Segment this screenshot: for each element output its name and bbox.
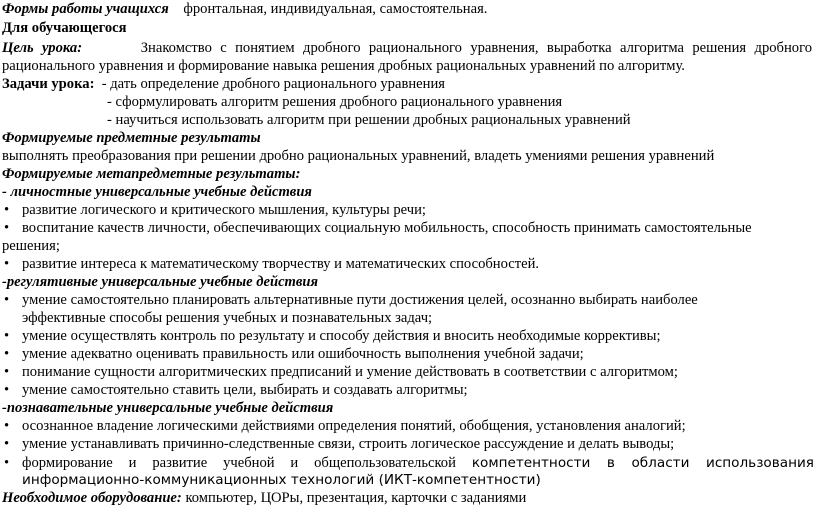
bullet-icon: • — [4, 202, 10, 218]
task-item: - научиться использовать алгоритм при решении дробных рациональных уравнений — [107, 112, 631, 128]
goal-label: Цель урока: — [2, 40, 83, 56]
bullet-icon: • — [4, 364, 10, 380]
list-item-text: осознанное владение логическими действиями определения понятий, обобщения, установления аналогий; — [22, 418, 686, 434]
bullet-icon: • — [4, 346, 10, 362]
goal-line-1 — [2, 39, 812, 57]
list-item-text-part: компетентности в области использования — [471, 455, 814, 471]
subject-results-text: выполнять преобразования при решении дробно рациональных уравнений, владеть умениями решения уравнений — [2, 148, 715, 164]
tasks-label: Задачи урока: — [2, 76, 95, 92]
cognitive-heading: -познавательные универсальные учебные действия — [2, 400, 334, 416]
goal-line-2: рационального уравнения и формирование навыка решения дробных рациональных уравнений по алгоритму. — [2, 58, 685, 74]
bullet-icon: • — [4, 292, 10, 308]
forms-label: Формы работы учащихся — [2, 1, 169, 17]
personal-heading: - личностные универсальные учебные действия — [2, 184, 312, 200]
equipment-line — [2, 489, 526, 507]
bullet-icon: • — [4, 328, 10, 344]
forms-value: фронтальная, индивидуальная, самостоятельная. — [183, 1, 488, 17]
bullet-icon: • — [4, 256, 10, 272]
task-item: - дать определение дробного рационального уравнения — [101, 76, 445, 92]
list-item-continuation: эффективные способы решения учебных и познавательных задач; — [22, 310, 433, 326]
equipment-value: компьютер, ЦОРы, презентация, карточки с заданиями — [185, 490, 527, 506]
list-item-text: развитие логического и критического мышления, культуры речи; — [22, 202, 426, 218]
bullet-icon: • — [4, 418, 10, 434]
bullet-icon: • — [4, 455, 10, 471]
list-item-continuation: информационно-коммуникационных технологий (ИКТ-компетентности) — [22, 472, 541, 488]
bullet-icon: • — [4, 436, 10, 452]
list-item-text-part: формирование и развитие учебной и общепользовательской — [22, 455, 456, 471]
list-item-text: умение адекватно оценивать правильность или ошибочность выполнения учебной задачи; — [22, 346, 584, 362]
subject-results-heading: Формируемые предметные результаты — [2, 130, 261, 146]
equipment-label: Необходимое оборудование: — [2, 490, 182, 506]
list-item-text: умение устанавливать причинно-следственные связи, строить логическое рассуждение и делать выводы; — [22, 436, 675, 452]
bullet-icon: • — [4, 220, 10, 236]
list-item-text: умение самостоятельно ставить цели, выбирать и создавать алгоритмы; — [22, 382, 468, 398]
list-item-continuation: решения; — [2, 238, 60, 254]
forms-line — [2, 0, 487, 18]
list-item-text: умение самостоятельно планировать альтернативные пути достижения целей, осознанно выбирать наиболее — [22, 292, 698, 308]
task-item: - сформулировать алгоритм решения дробного рационального уравнения — [107, 94, 563, 110]
goal-text-1: Знакомство с понятием дробного рационального уравнения, выработка алгоритма решения дробного — [140, 40, 812, 56]
list-item-text: воспитание качеств личности, обеспечивающих социальную мобильность, способность принимать самостоятельные — [22, 220, 752, 236]
list-item-text: умение осуществлять контроль по результату и способу действия и вносить необходимые коррективы; — [22, 328, 661, 344]
list-item-text — [22, 454, 814, 472]
tasks-line-1 — [2, 75, 445, 93]
student-heading: Для обучающегося — [2, 20, 127, 36]
list-item-text: понимание сущности алгоритмических предписаний и умение действовать в соответствии с алгоритмом; — [22, 364, 678, 380]
meta-results-heading: Формируемые метапредметные результаты: — [2, 166, 301, 182]
list-item-text: развитие интереса к математическому творчеству и математических способностей. — [22, 256, 540, 272]
bullet-icon: • — [4, 382, 10, 398]
regulatory-heading: -регулятивные универсальные учебные действия — [2, 274, 319, 290]
